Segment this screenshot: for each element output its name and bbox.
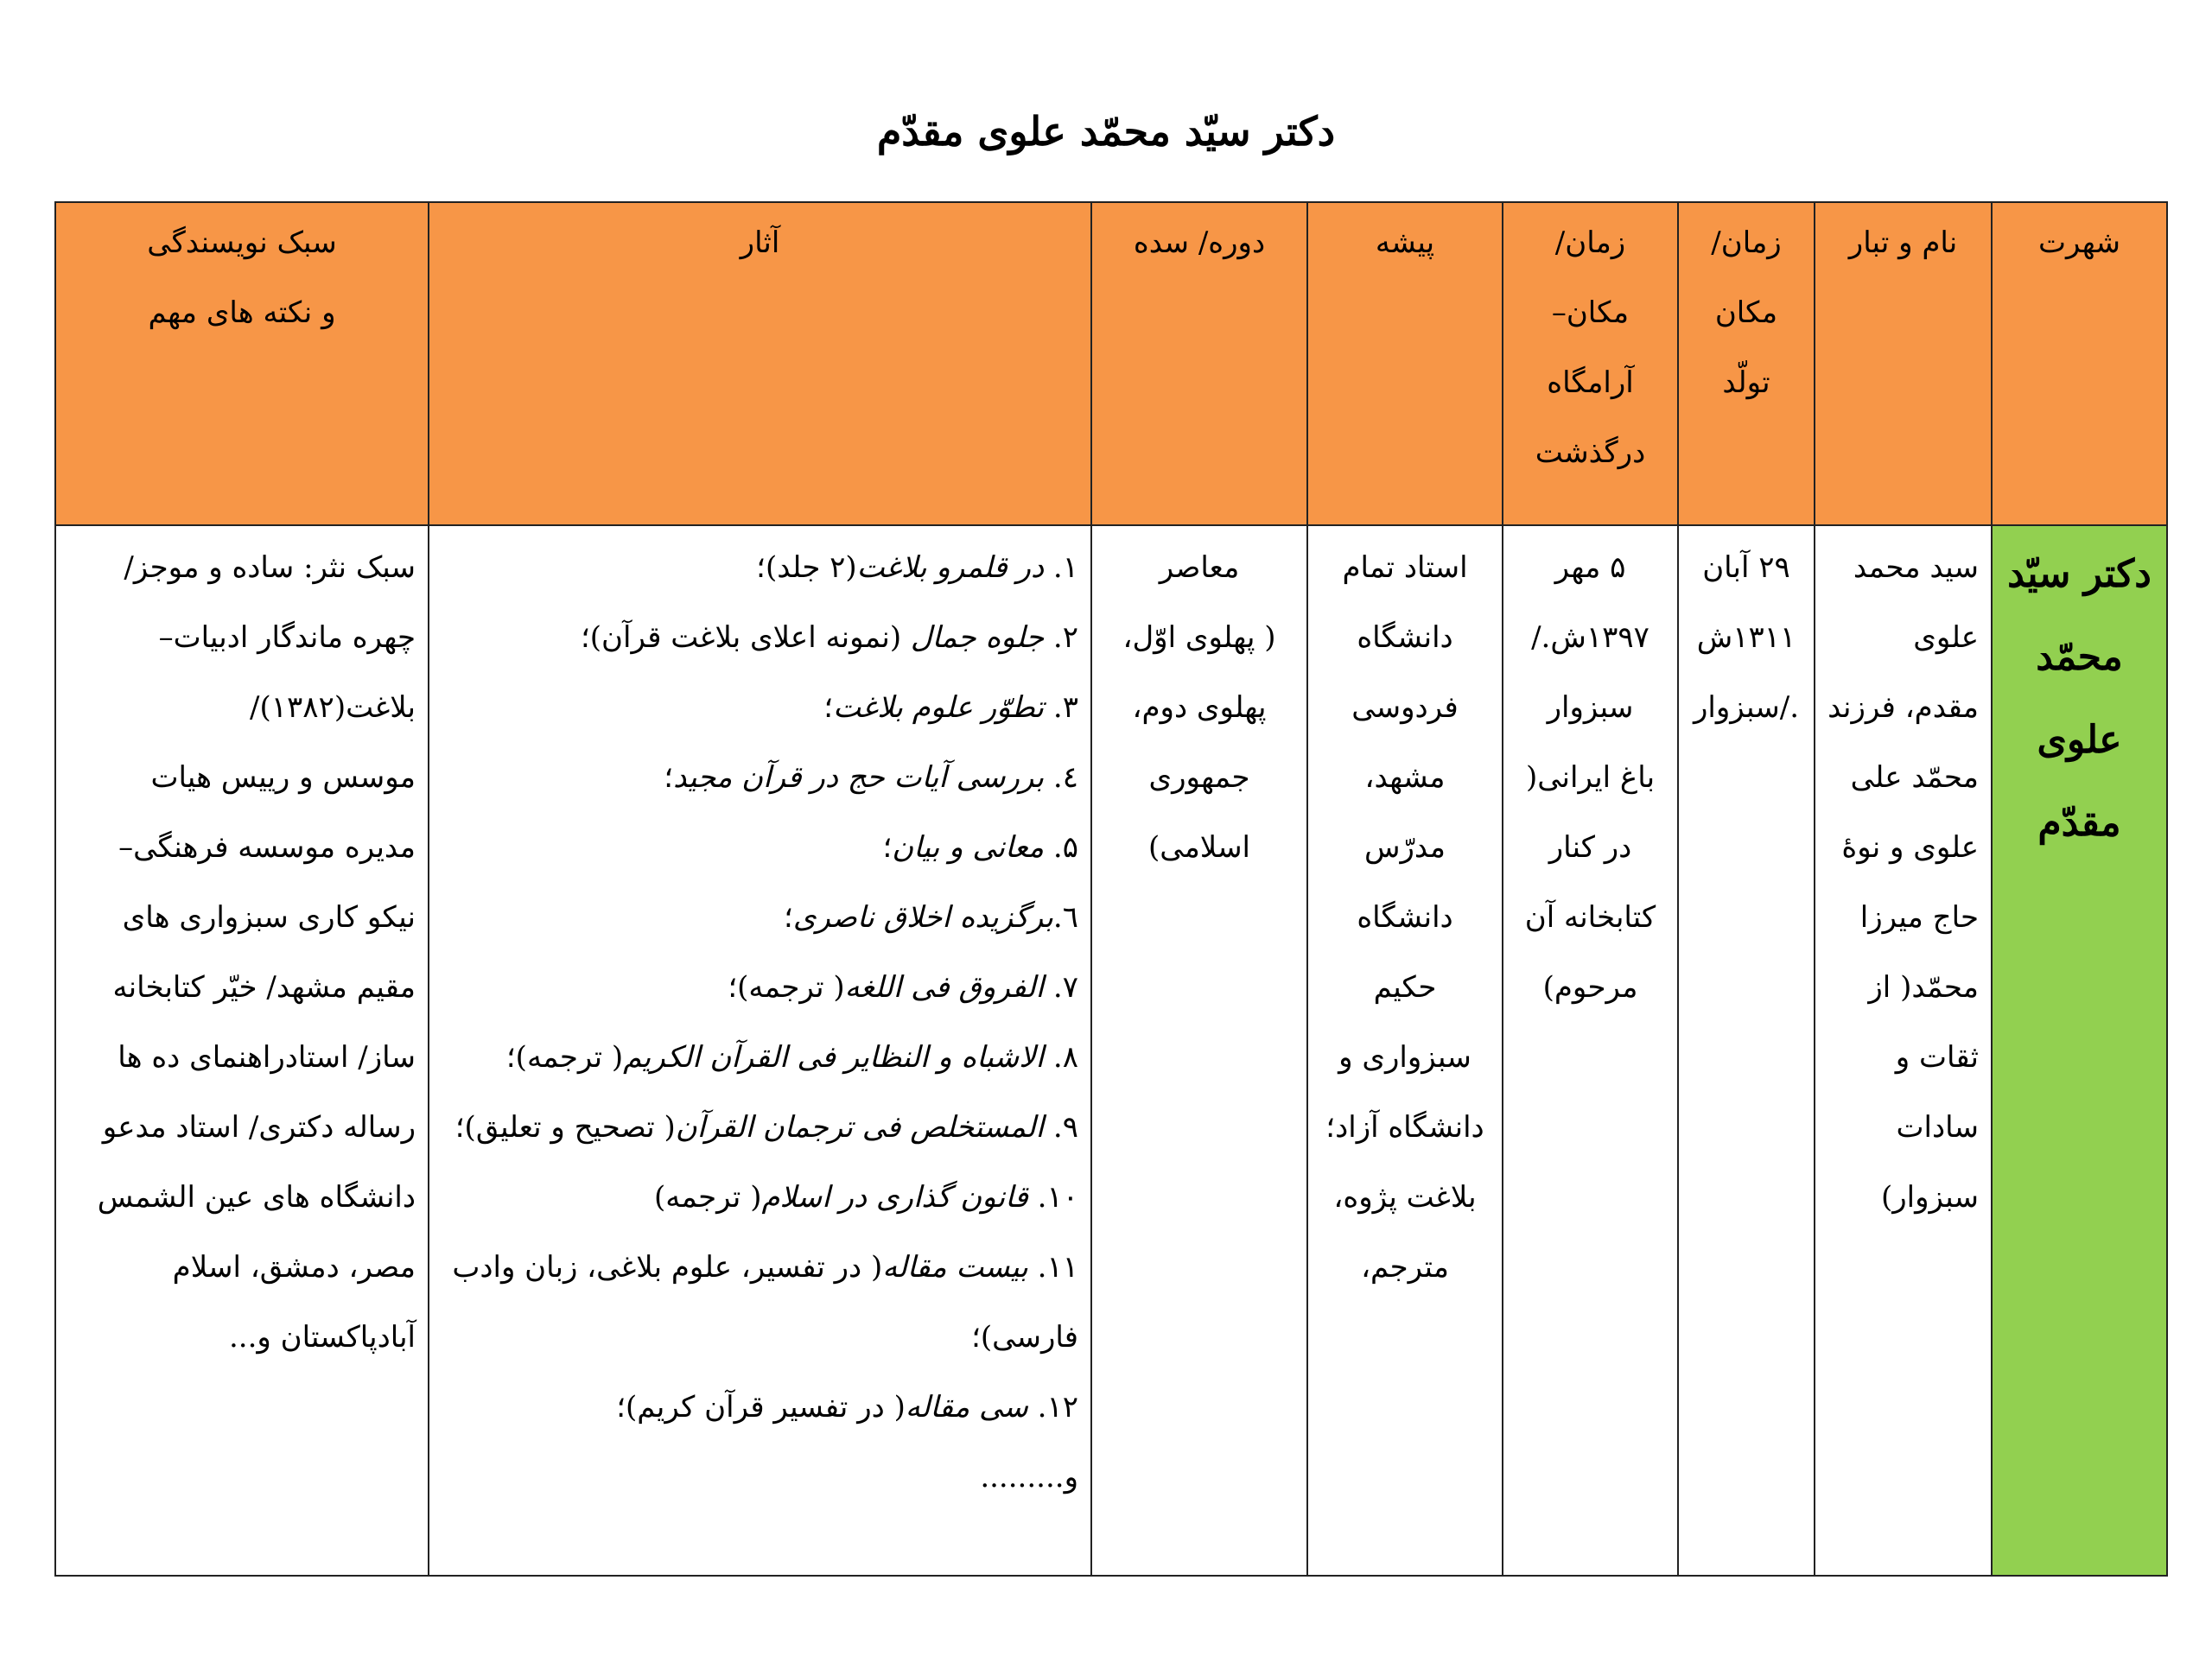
name-cell: سید محمد علوی مقدم، فرزند محمّد علی علوی و نوۀ حاج میرزا محمّد( از ثقات و سادات سبزوار)	[1815, 525, 1992, 1576]
list-item: ۵. معانی و بیان؛	[882, 830, 1078, 865]
page-title: دکتر سیّد محمّد علوی مقدّم	[876, 108, 1336, 155]
list-item: ۱۱. بیست مقاله( در تفسیر، علوم بلاغی، زبان وادب فارسی)؛	[452, 1250, 1078, 1355]
list-item: ٤. بررسی آیات حج در قرآن مجید؛	[664, 760, 1078, 795]
list-item: ۸. الاشباه و النظایر فی القرآن الکریم( ترجمه)؛	[505, 1040, 1078, 1075]
header-fame: شهرت	[1992, 202, 2167, 525]
list-item: و.........	[980, 1460, 1078, 1494]
era-cell: معاصر ( پهلوی اوّل، پهلوی دوم، جمهوری اسلامی)	[1091, 525, 1307, 1576]
table-row	[55, 525, 2167, 1576]
header-era: دوره/ سده	[1091, 202, 1307, 525]
list-item: ٦.برگزیده اخلاق ناصری؛	[784, 900, 1078, 935]
header-style: سبک نویسندگی و نکته های مهم	[55, 202, 429, 525]
death-cell: ۵ مهر ۱۳۹۷ش./ سبزوار باغ ایرانی( در کنار کتابخانه آن مرحوم)	[1503, 525, 1678, 1576]
works-list	[442, 533, 1078, 1513]
list-item: ۷. الفروق فی اللغه( ترجمه)؛	[728, 970, 1078, 1005]
biography-table	[54, 201, 2168, 1577]
list-item: ۱. در قلمرو بلاغت(۲ جلد)؛	[756, 550, 1078, 585]
header-name: نام و تبار	[1815, 202, 1992, 525]
list-item: ۲. جلوه جمال (نمونه اعلای بلاغت قرآن)؛	[580, 620, 1078, 655]
header-row	[55, 202, 2167, 525]
works-cell	[429, 525, 1091, 1576]
fame-cell: دکتر سیّد محمّد علوی مقدّم	[1992, 525, 2167, 1576]
list-item: ۹. المستخلص فی ترجمان القرآن( تصحیح و تعلیق)؛	[454, 1110, 1078, 1145]
profession-cell: استاد تمام دانشگاه فردوسی مشهد، مدرّس دانشگاه حکیم سبزواری و دانشگاه آزاد؛ بلاغت پژوه، مترجم،	[1307, 525, 1503, 1576]
header-works: آثار	[429, 202, 1091, 525]
header-birth: زمان/ مکان تولّد	[1678, 202, 1815, 525]
style-cell: سبک نثر: ساده و موجز/ چهره ماندگار ادبیات– بلاغت(۱۳۸۲)/ موسس و رییس هیات مدیره موسسه فرهنگی– نیکو کاری سبزواری های مقیم مشهد/ خیّر کتابخانه ساز/ استادراهنمای ده ها رساله دکتری/ استاد مدعو دانشگاه های عین الشمس مصر، دمشق، اسلام آبادپاکستان و...	[55, 525, 429, 1576]
birth-cell: ۲۹ آبان ۱۳۱۱ش ./سبزوار	[1678, 525, 1815, 1576]
list-item: ۱۲. سی مقاله( در تفسیر قرآن کریم)؛	[616, 1390, 1078, 1425]
list-item: ۳. تطوّر علوم بلاغت؛	[823, 690, 1078, 725]
list-item: ۱۰. قانون گذاری در اسلام( ترجمه)	[654, 1180, 1078, 1215]
header-profession: پیشه	[1307, 202, 1503, 525]
header-death: زمان/ مکان– آرامگاه درگذشت	[1503, 202, 1678, 525]
